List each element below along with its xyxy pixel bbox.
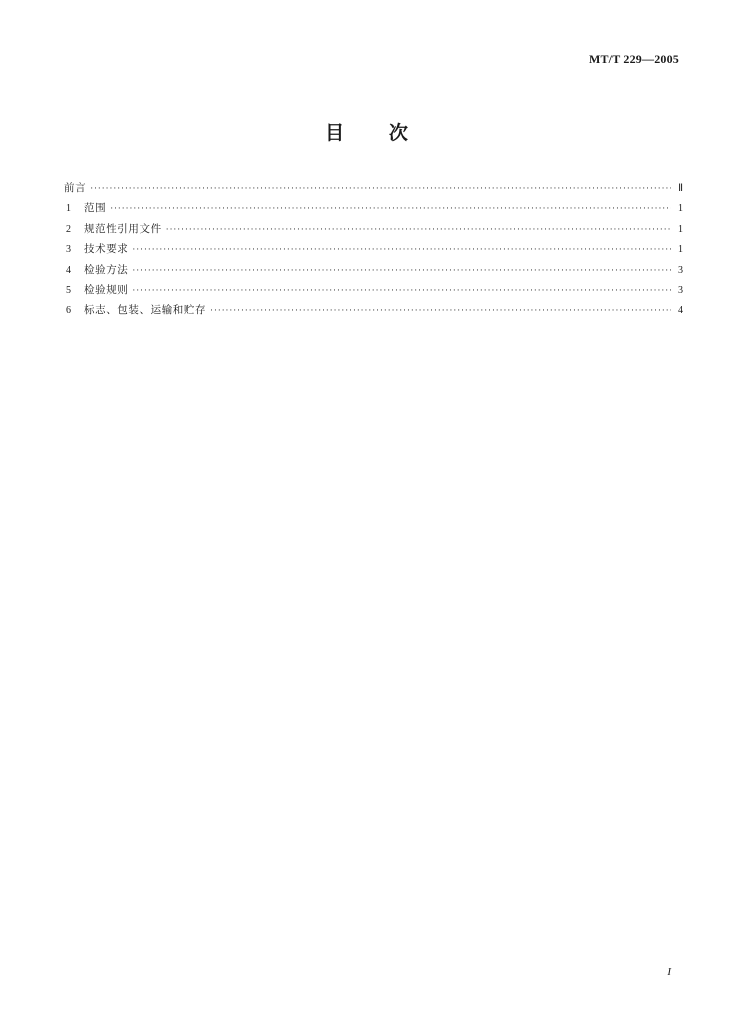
title-char-1: 目 bbox=[325, 122, 345, 144]
toc-entry-test-methods[interactable] bbox=[66, 262, 683, 282]
page-number: I bbox=[667, 966, 671, 978]
toc-page: Ⅱ bbox=[678, 183, 683, 194]
toc-label: 检验方法 bbox=[84, 263, 129, 276]
toc-label: 范围 bbox=[84, 202, 107, 215]
toc-leader bbox=[132, 286, 671, 296]
toc-page: 1 bbox=[678, 203, 683, 215]
toc-entry-technical-requirements[interactable] bbox=[66, 241, 683, 261]
toc-label: 前言 bbox=[64, 182, 87, 194]
toc-label: 检验规则 bbox=[84, 283, 129, 296]
toc-entry-scope[interactable] bbox=[66, 200, 683, 220]
toc-entry-marking-packaging[interactable] bbox=[66, 302, 683, 322]
toc-leader bbox=[90, 184, 671, 194]
toc-leader bbox=[210, 306, 671, 316]
table-of-contents bbox=[66, 180, 683, 323]
toc-number: 6 bbox=[66, 305, 71, 317]
toc-page: 3 bbox=[678, 264, 683, 276]
page-title bbox=[0, 118, 733, 145]
toc-label: 技术要求 bbox=[84, 243, 129, 256]
title-char-2: 次 bbox=[388, 122, 408, 144]
standard-code: MT/T 229—2005 bbox=[588, 52, 679, 66]
toc-entry-normative-references[interactable] bbox=[66, 221, 683, 241]
toc-leader bbox=[166, 225, 671, 235]
toc-number: 5 bbox=[66, 284, 71, 296]
toc-leader bbox=[132, 245, 671, 255]
toc-entry-inspection-rules[interactable] bbox=[66, 282, 683, 302]
toc-entry-foreword[interactable] bbox=[66, 180, 683, 200]
toc-number: 1 bbox=[66, 203, 71, 215]
toc-number: 3 bbox=[66, 244, 71, 256]
toc-leader bbox=[132, 266, 671, 276]
toc-page: 4 bbox=[678, 305, 683, 317]
toc-number: 4 bbox=[66, 264, 71, 276]
toc-label: 规范性引用文件 bbox=[84, 222, 162, 235]
toc-leader bbox=[110, 204, 671, 214]
toc-number: 2 bbox=[66, 223, 71, 235]
toc-page: 1 bbox=[678, 244, 683, 256]
toc-page: 1 bbox=[678, 223, 683, 235]
toc-label: 标志、包装、运输和贮存 bbox=[84, 304, 207, 317]
toc-page: 3 bbox=[678, 284, 683, 296]
